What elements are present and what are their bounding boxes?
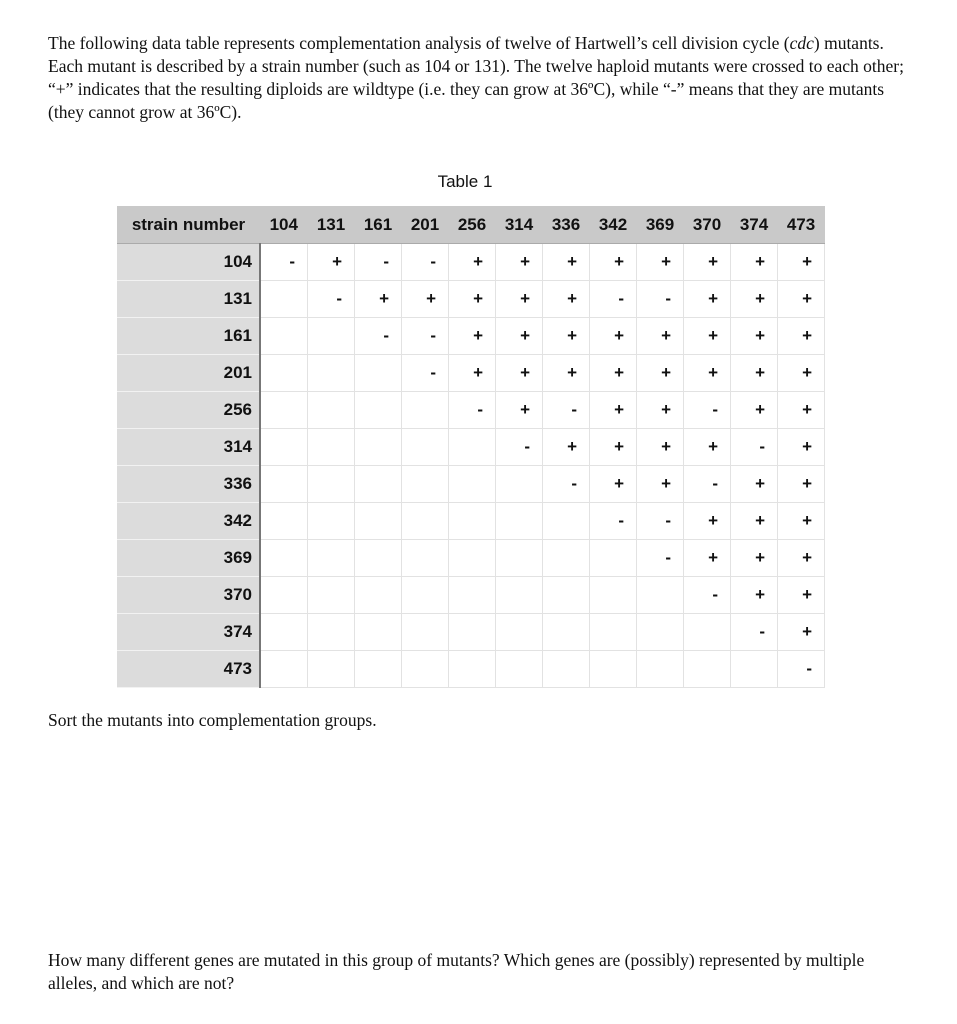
table-cell: -: [778, 651, 825, 688]
table-cell: -: [543, 392, 590, 429]
table-cell: -: [308, 281, 355, 318]
table-cell: +: [496, 244, 543, 281]
table-cell: +: [731, 281, 778, 318]
table-cell: [260, 355, 308, 392]
table-cell: [590, 651, 637, 688]
table-cell: +: [590, 355, 637, 392]
table-cell: +: [590, 429, 637, 466]
intro-text-cont: ) mutants. Each mutant is described by a strain number (such as 104 or 131). The twelve haploid mutants were crossed to each other; “+” indicates that the resulting diploids are wildtype (i.e. they can grow at 36ºC), while “-” means that they are mutants (they cannot grow at 36ºC).: [48, 33, 904, 122]
table-cell: +: [590, 466, 637, 503]
table-cell: -: [260, 244, 308, 281]
table-cell: [402, 540, 449, 577]
table-header-row: [117, 206, 825, 244]
table-cell: [543, 540, 590, 577]
table-cell: +: [778, 355, 825, 392]
table-cell: +: [590, 318, 637, 355]
table-cell: +: [543, 429, 590, 466]
table-row: [117, 614, 825, 651]
table-cell: [449, 540, 496, 577]
table-cell: +: [778, 429, 825, 466]
row-label: 370: [117, 577, 260, 614]
table-cell: +: [543, 355, 590, 392]
row-label: 369: [117, 540, 260, 577]
table-row: [117, 651, 825, 688]
table-cell: [308, 614, 355, 651]
table-cell: [402, 466, 449, 503]
row-label: 342: [117, 503, 260, 540]
table-cell: +: [355, 281, 402, 318]
table-cell: +: [402, 281, 449, 318]
table-cell: +: [496, 392, 543, 429]
table-cell: [449, 577, 496, 614]
table-cell: +: [684, 503, 731, 540]
table-cell: +: [778, 614, 825, 651]
table-cell: +: [637, 355, 684, 392]
table-cell: +: [543, 244, 590, 281]
table-cell: [590, 540, 637, 577]
table-cell: [355, 540, 402, 577]
table-cell: +: [637, 318, 684, 355]
table-cell: -: [637, 540, 684, 577]
table-row: [117, 318, 825, 355]
table-cell: [731, 651, 778, 688]
table-cell: +: [543, 281, 590, 318]
table-cell: +: [731, 503, 778, 540]
table-cell: [355, 429, 402, 466]
complementation-table: [117, 206, 825, 688]
table-cell: [684, 614, 731, 651]
table-cell: -: [590, 503, 637, 540]
table-row: [117, 466, 825, 503]
table-cell: [449, 651, 496, 688]
table-cell: [355, 392, 402, 429]
column-header: 104: [260, 206, 308, 244]
table-cell: [260, 281, 308, 318]
table-row: [117, 392, 825, 429]
table-cell: [543, 503, 590, 540]
column-header: 342: [590, 206, 637, 244]
row-label: 104: [117, 244, 260, 281]
table-cell: +: [778, 577, 825, 614]
table-cell: [402, 651, 449, 688]
table-cell: [355, 503, 402, 540]
cdc-term: cdc: [789, 33, 814, 53]
table-cell: -: [402, 318, 449, 355]
row-label: 256: [117, 392, 260, 429]
column-header: 131: [308, 206, 355, 244]
column-header: 336: [543, 206, 590, 244]
table-cell: +: [731, 318, 778, 355]
table-cell: +: [731, 577, 778, 614]
column-header: 256: [449, 206, 496, 244]
column-header: 369: [637, 206, 684, 244]
table-cell: [260, 392, 308, 429]
table-cell: [496, 540, 543, 577]
table-cell: [543, 614, 590, 651]
table-caption: Table 1: [437, 172, 493, 191]
table-cell: [355, 355, 402, 392]
table-row: [117, 577, 825, 614]
table-cell: +: [496, 355, 543, 392]
table-cell: +: [684, 244, 731, 281]
table-cell: [308, 318, 355, 355]
table-cell: [308, 466, 355, 503]
intro-text: The following data table represents complementation analysis of twelve of Hartwell’s cell division cycle (: [48, 33, 790, 53]
table-cell: [355, 651, 402, 688]
table-cell: -: [731, 429, 778, 466]
table-cell: +: [731, 355, 778, 392]
table-cell: -: [731, 614, 778, 651]
table-cell: [260, 429, 308, 466]
table-cell: -: [590, 281, 637, 318]
table-cell: +: [778, 540, 825, 577]
table-cell: [260, 540, 308, 577]
table-cell: +: [684, 318, 731, 355]
intro-paragraph: [48, 32, 908, 124]
table-cell: -: [637, 503, 684, 540]
table-cell: -: [402, 244, 449, 281]
table-cell: +: [637, 244, 684, 281]
table-cell: [402, 577, 449, 614]
table-cell: [402, 614, 449, 651]
table-cell: [590, 614, 637, 651]
table-cell: [308, 392, 355, 429]
table-cell: [543, 577, 590, 614]
table-cell: -: [684, 577, 731, 614]
table-cell: +: [778, 466, 825, 503]
table-cell: [260, 466, 308, 503]
table-cell: [590, 577, 637, 614]
table-cell: [496, 577, 543, 614]
table-cell: [308, 540, 355, 577]
table-cell: -: [684, 466, 731, 503]
table-cell: [260, 651, 308, 688]
table-cell: +: [543, 318, 590, 355]
row-label: 314: [117, 429, 260, 466]
table-cell: [543, 651, 590, 688]
table-cell: +: [684, 429, 731, 466]
table-cell: [355, 577, 402, 614]
table-cell: [496, 651, 543, 688]
table-cell: -: [402, 355, 449, 392]
table-cell: [496, 614, 543, 651]
table-cell: -: [355, 244, 402, 281]
table-cell: +: [590, 392, 637, 429]
table-cell: +: [731, 540, 778, 577]
row-label: 473: [117, 651, 260, 688]
table-row: [117, 244, 825, 281]
table-cell: +: [778, 281, 825, 318]
table-cell: [355, 614, 402, 651]
table-row: [117, 429, 825, 466]
table-cell: +: [496, 318, 543, 355]
table-cell: +: [684, 540, 731, 577]
table-cell: [637, 577, 684, 614]
table-cell: +: [449, 318, 496, 355]
table-cell: +: [778, 392, 825, 429]
table-cell: +: [778, 318, 825, 355]
table-cell: [260, 614, 308, 651]
table-cell: -: [355, 318, 402, 355]
column-header: 314: [496, 206, 543, 244]
table-cell: +: [449, 244, 496, 281]
table-cell: [449, 429, 496, 466]
table-cell: [308, 577, 355, 614]
table-cell: +: [778, 503, 825, 540]
table-cell: +: [637, 466, 684, 503]
table-cell: [402, 392, 449, 429]
table-cell: -: [684, 392, 731, 429]
table-cell: -: [543, 466, 590, 503]
row-label: 161: [117, 318, 260, 355]
column-header: 201: [402, 206, 449, 244]
row-label: 336: [117, 466, 260, 503]
table-cell: [260, 503, 308, 540]
table-cell: +: [778, 244, 825, 281]
table-cell: -: [449, 392, 496, 429]
table-cell: +: [684, 355, 731, 392]
table-cell: +: [308, 244, 355, 281]
table-cell: [684, 651, 731, 688]
row-label: 131: [117, 281, 260, 318]
table-cell: +: [637, 392, 684, 429]
table-cell: [449, 466, 496, 503]
sort-prompt: Sort the mutants into complementation groups.: [48, 710, 377, 730]
table-cell: [637, 614, 684, 651]
table-cell: -: [496, 429, 543, 466]
table-cell: [308, 651, 355, 688]
table-cell: [637, 651, 684, 688]
table-row: [117, 281, 825, 318]
table-cell: [308, 355, 355, 392]
column-header: 473: [778, 206, 825, 244]
row-label: 374: [117, 614, 260, 651]
table-cell: [260, 577, 308, 614]
table-cell: +: [731, 392, 778, 429]
table-cell: +: [684, 281, 731, 318]
table-cell: +: [731, 466, 778, 503]
table-row: [117, 355, 825, 392]
row-label: 201: [117, 355, 260, 392]
column-header: 161: [355, 206, 402, 244]
table-cell: +: [449, 281, 496, 318]
table-cell: +: [449, 355, 496, 392]
corner-header: strain number: [117, 206, 260, 244]
table-cell: [496, 503, 543, 540]
table-row: [117, 540, 825, 577]
table-cell: +: [590, 244, 637, 281]
table-cell: [449, 503, 496, 540]
table-cell: [402, 429, 449, 466]
table-cell: [308, 503, 355, 540]
table-cell: -: [637, 281, 684, 318]
table-cell: +: [731, 244, 778, 281]
table-cell: [449, 614, 496, 651]
table-cell: [260, 318, 308, 355]
table-cell: +: [496, 281, 543, 318]
table-cell: +: [637, 429, 684, 466]
column-header: 374: [731, 206, 778, 244]
table-cell: [496, 466, 543, 503]
column-header: 370: [684, 206, 731, 244]
question-text: How many different genes are mutated in this group of mutants? Which genes are (possibly) represented by multiple alleles, and which are not?: [48, 950, 865, 993]
table-cell: [308, 429, 355, 466]
table-cell: [402, 503, 449, 540]
table-row: [117, 503, 825, 540]
table-cell: [355, 466, 402, 503]
